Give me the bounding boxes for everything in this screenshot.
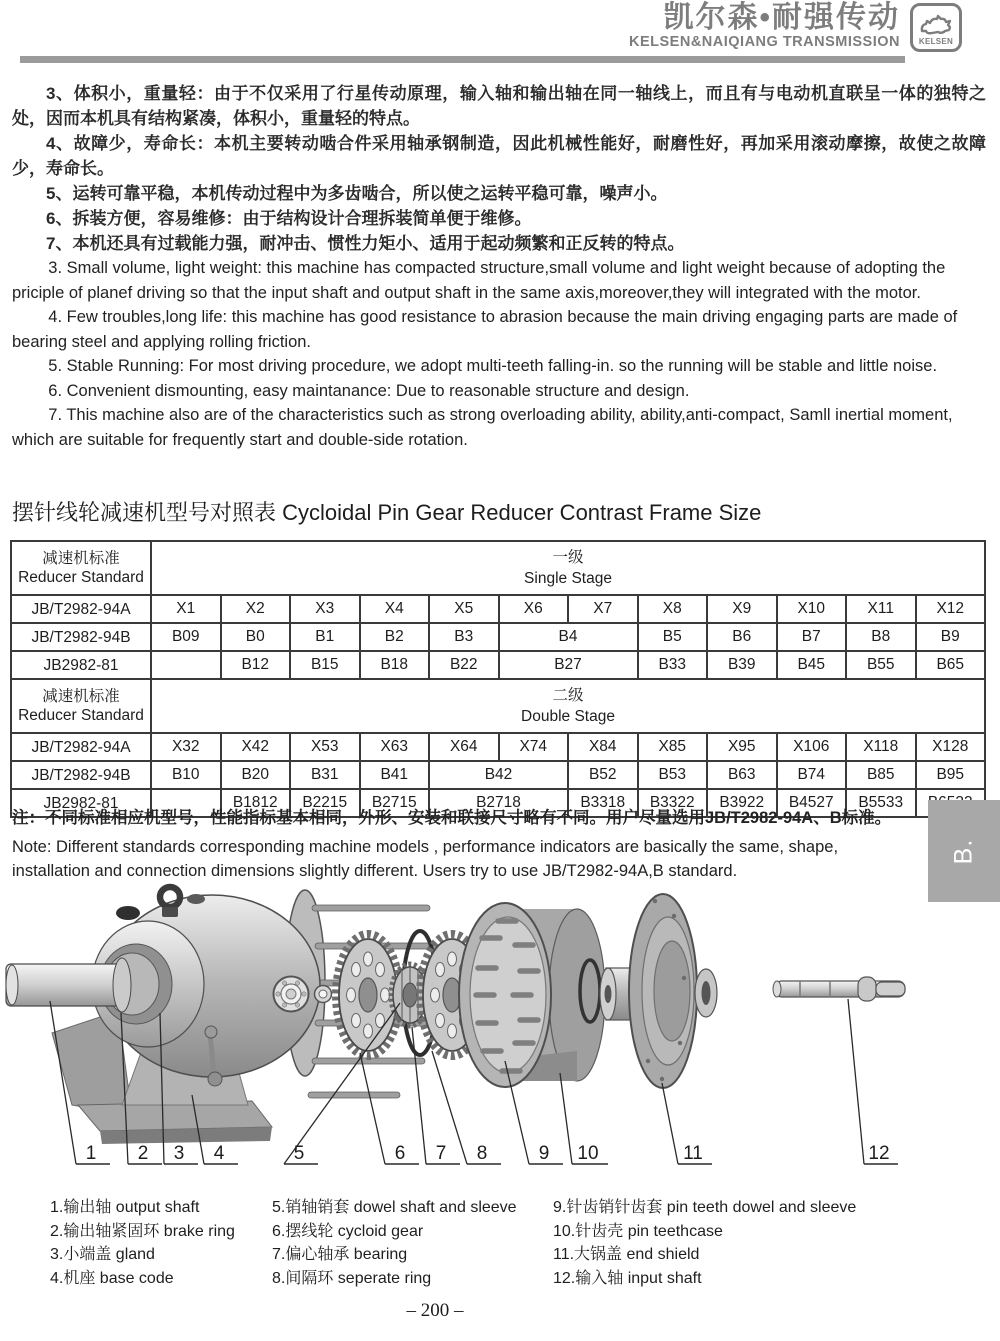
single-stage-en: Single Stage (524, 570, 612, 587)
model-cell: X6 (499, 595, 569, 623)
model-cell: B15 (290, 651, 360, 679)
legend-column-2 (272, 1196, 517, 1290)
model-cell: B31 (290, 761, 360, 789)
part-number-label: 6 (394, 1143, 406, 1164)
table-row-single-94a (11, 595, 985, 623)
row-header-en: Reducer Standard (18, 707, 144, 724)
model-cell: B33 (638, 651, 708, 679)
feature-en-6: 6. Convenient dismounting, easy maintanance: Due to reasonable structure and design. (48, 381, 690, 400)
model-cell: X7 (568, 595, 638, 623)
legend-item: 11.大锅盖 end shield (553, 1246, 700, 1263)
part-number-label: 7 (435, 1143, 447, 1164)
model-cell: B45 (777, 651, 847, 679)
model-cell: B3322 (638, 789, 708, 817)
row-header-cell (11, 679, 151, 733)
page-header (0, 0, 1000, 66)
kelsen-logo (910, 3, 962, 52)
model-cell: X5 (429, 595, 499, 623)
model-cell: B20 (221, 761, 291, 789)
legend-column-1 (50, 1196, 235, 1290)
feature-cn-7: 7、本机还具有过载能力强，耐冲击、惯性力矩小、适用于起动频繁和正反转的特点。 (46, 234, 685, 253)
parts-legend (0, 1196, 1000, 1296)
feature-en-5: 5. Stable Running: For most driving procedure, we adopt multi-teeth falling-in. so the running will be stable and little noise. (48, 357, 938, 375)
legend-item: 2.输出轴紧固环 brake ring (50, 1222, 235, 1240)
part-number-labels (86, 1143, 890, 1164)
model-cell: B4 (499, 623, 638, 651)
model-cell: B53 (638, 761, 708, 789)
model-cell: X10 (777, 595, 847, 623)
ball-bearing (274, 977, 309, 1012)
feature-en-3: 3. Small volume, light weight: this machine has compacted structure,small volume and light weight because of adopting the priciple of planef driving so that the input shaft and output shaft in the same axis,moreover,they will integrated with the motor. (12, 259, 946, 302)
standard-label: JB2982-81 (11, 651, 151, 679)
part-number-label: 10 (577, 1143, 599, 1164)
model-cell: B2 (360, 623, 430, 651)
standard-label: JB/T2982-94B (11, 623, 151, 651)
model-cell: X53 (290, 733, 360, 761)
model-cell: B95 (916, 761, 986, 789)
section-tab-label: B. (949, 838, 978, 864)
model-cell: B6 (707, 623, 777, 651)
model-cell: X42 (221, 733, 291, 761)
part-number-label: 2 (137, 1143, 149, 1164)
table-row-double-94b (11, 761, 985, 789)
model-cell: B65 (916, 651, 986, 679)
legend-item: 5.销轴销套 dowel shaft and sleeve (272, 1199, 517, 1216)
part-number-label: 12 (868, 1143, 890, 1164)
model-cell: X9 (707, 595, 777, 623)
model-cell: B5 (638, 623, 708, 651)
standard-label: JB/T2982-94B (11, 761, 151, 789)
legend-item: 1.输出轴 output shaft (50, 1199, 200, 1216)
header-divider (20, 56, 905, 63)
legend-item: 10.针齿壳 pin teethcase (553, 1222, 723, 1240)
model-cell: B2718 (429, 789, 568, 817)
brake-ring (113, 958, 131, 1012)
frame-size-table (10, 540, 986, 818)
legend-item: 7.偏心轴承 bearing (272, 1246, 408, 1263)
model-cell: B8 (846, 623, 916, 651)
feature-paragraphs (12, 81, 986, 452)
model-cell: B41 (360, 761, 430, 789)
legend-item: 12.输入轴 input shaft (553, 1269, 702, 1287)
model-cell: B52 (568, 761, 638, 789)
model-cell: B1 (290, 623, 360, 651)
double-stage-header-cell (151, 679, 985, 733)
standard-label: JB/T2982-94A (11, 595, 151, 623)
row-header-cn: 减速机标准 (42, 688, 120, 705)
legend-item: 4.机座 base code (50, 1269, 174, 1287)
model-cell: B3318 (568, 789, 638, 817)
reducer-diagram-svg (0, 883, 1000, 1190)
model-cell: X12 (916, 595, 986, 623)
model-cell: B4527 (777, 789, 847, 817)
legend-column-3 (553, 1196, 856, 1290)
standard-label: JB/T2982-94A (11, 733, 151, 761)
exploded-view-diagram (0, 883, 1000, 1190)
model-cell: B7 (777, 623, 847, 651)
model-cell: B27 (499, 651, 638, 679)
model-cell: B42 (429, 761, 568, 789)
kelsen-logo-text: KELSEN (918, 37, 954, 46)
model-cell: B10 (151, 761, 221, 789)
row-header-cell (11, 541, 151, 595)
model-cell: B22 (429, 651, 499, 679)
model-cell: B2215 (290, 789, 360, 817)
model-cell: B1812 (221, 789, 291, 817)
row-header-en: Reducer Standard (18, 569, 144, 586)
kelsen-logo-icon (918, 13, 954, 37)
note-en: Note: Different standards corresponding machine models , performance indicators are basically the same, shape, installation and connection dimensions slightly different. Users try to use JB/T2982-94A,B standard. (12, 838, 839, 880)
legend-item: 8.间隔环 seperate ring (272, 1269, 432, 1287)
brand-name-cn: 凯尔森•耐强传动 (663, 1, 900, 34)
part-number-label: 3 (173, 1143, 185, 1164)
feature-en-7: 7. This machine also are of the characteristics such as strong overloading ability, ability,anti-compact, Samll inertial moment, which are suitable for frequently start and double-side rotation. (12, 406, 953, 449)
model-cell: X2 (221, 595, 291, 623)
part-number-label: 1 (85, 1143, 97, 1164)
spacer-washer (315, 986, 332, 1003)
model-cell: B09 (151, 623, 221, 651)
model-cell: X63 (360, 733, 430, 761)
legend-item: 9.针齿销针齿套 pin teeth dowel and sleeve (553, 1199, 857, 1216)
part-number-label: 8 (476, 1143, 488, 1164)
model-cell: B12 (221, 651, 291, 679)
oil-plug (116, 906, 140, 920)
model-cell: B55 (846, 651, 916, 679)
table-title: 摆针线轮减速机型号对照表 Cycloidal Pin Gear Reducer Contrast Frame Size (12, 500, 762, 525)
brand-name-en: KELSEN&NAIQIANG TRANSMISSION (629, 34, 900, 50)
model-cell: B74 (777, 761, 847, 789)
legend-item: 6.摆线轮 cycloid gear (272, 1222, 424, 1240)
single-stage-cn: 一级 (552, 549, 584, 566)
end-shield (600, 894, 717, 1088)
model-cell: X118 (846, 733, 916, 761)
legend-item: 3.小端盖 gland (50, 1246, 155, 1263)
standard-label: JB2982-81 (11, 789, 151, 817)
output-shaft (6, 964, 128, 1006)
feature-cn-5: 5、运转可靠平稳，本机传动过程中为多齿啮合，所以使之运转平稳可靠，噪声小。 (46, 184, 668, 203)
model-cell: X84 (568, 733, 638, 761)
part-number-label: 11 (683, 1143, 703, 1164)
brand-block (629, 2, 900, 50)
model-cell (151, 651, 221, 679)
feature-en-4: 4. Few troubles,long life: this machine has good resistance to abrasion because the main driving engaging parts are made of bearing steel and applying rolling friction. (12, 308, 958, 351)
part-number-label: 4 (213, 1143, 225, 1164)
model-cell: X4 (360, 595, 430, 623)
feature-cn-4: 4、故障少，寿命长：本机主要转动啮合件采用轴承钢制造，因此机械性能好，耐磨性好，再加采用滚动摩擦，故使之故障少，寿命长。 (12, 134, 986, 178)
input-shaft (773, 977, 905, 1001)
model-cell: B9 (916, 623, 986, 651)
model-cell: X3 (290, 595, 360, 623)
table-row-double-94a (11, 733, 985, 761)
model-cell: B5533 (846, 789, 916, 817)
model-cell: B63 (707, 761, 777, 789)
row-header-cn: 减速机标准 (42, 550, 120, 567)
model-cell: X128 (916, 733, 986, 761)
feature-cn-3: 3、体积小，重量轻：由于不仅采用了行星传动原理，输入轴和输出轴在同一轴线上，而且有与电动机直联呈一体的独特之处，因而本机具有结构紧凑，体积小，重量轻的特点。 (12, 84, 986, 128)
double-stage-cn: 二级 (552, 687, 584, 704)
model-cell: X85 (638, 733, 708, 761)
single-stage-header-cell (151, 541, 985, 595)
model-cell: B2715 (360, 789, 430, 817)
feature-cn-6: 6、拆装方便，容易维修：由于结构设计合理拆装简单便于维修。 (46, 209, 532, 228)
part-number-label: 5 (293, 1143, 305, 1164)
page-number: – 200 – (406, 1300, 464, 1321)
double-stage-en: Double Stage (521, 708, 615, 725)
eyebolt (160, 887, 180, 907)
model-cell: X8 (638, 595, 708, 623)
notes-block (12, 806, 912, 883)
model-cell: B3922 (707, 789, 777, 817)
model-cell: X106 (777, 733, 847, 761)
model-cell: X74 (499, 733, 569, 761)
model-cell: B18 (360, 651, 430, 679)
model-cell: X64 (429, 733, 499, 761)
model-cell: B39 (707, 651, 777, 679)
model-cell: X32 (151, 733, 221, 761)
model-cell: B3 (429, 623, 499, 651)
model-cell: X95 (707, 733, 777, 761)
table-row-double-header (11, 679, 985, 733)
table-row-single-81 (11, 651, 985, 679)
table-row-single-94b (11, 623, 985, 651)
pin-teethcase (459, 903, 605, 1087)
part-number-label: 9 (538, 1143, 550, 1164)
note-cn: 注：不同标准相应机型号，性能指标基本相同，外形、安装和联接尺寸略有不同。用户尽量选用JB/T2982-94A、B标准。 (12, 809, 892, 827)
model-cell: X1 (151, 595, 221, 623)
table-row-single-header (11, 541, 985, 595)
model-cell: B85 (846, 761, 916, 789)
model-cell: B0 (221, 623, 291, 651)
model-cell: X11 (846, 595, 916, 623)
